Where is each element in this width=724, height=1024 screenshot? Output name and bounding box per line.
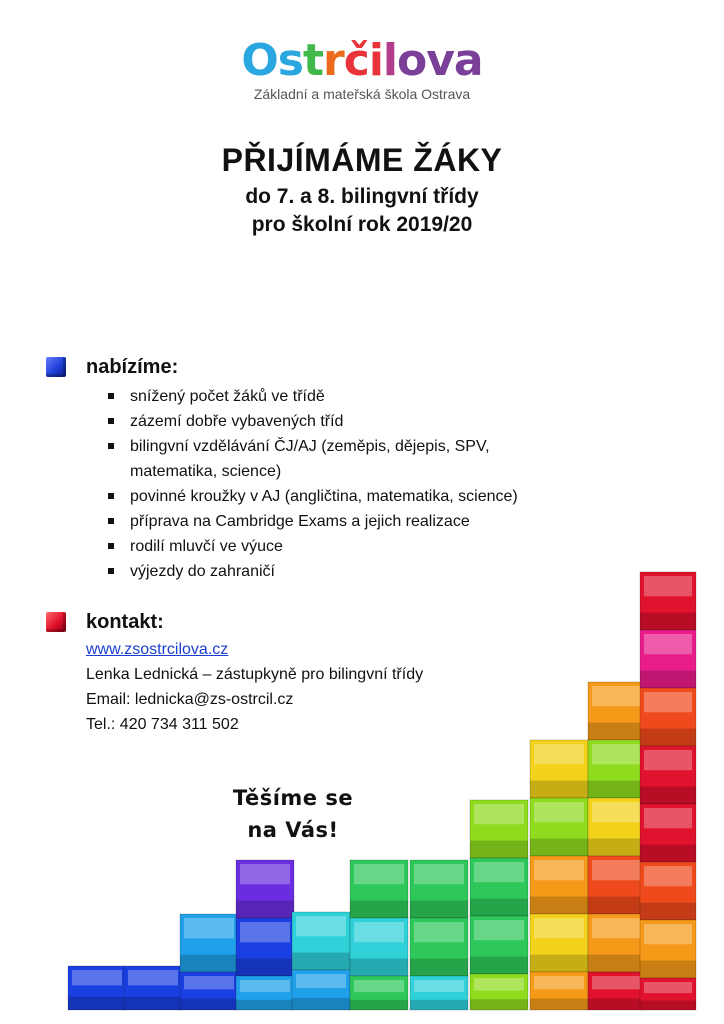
decorative-cube <box>470 800 528 858</box>
logo-letter: s <box>277 35 303 86</box>
decorative-cube <box>470 916 528 974</box>
greeting-line-2: na Vás! <box>247 818 339 842</box>
decorative-cube <box>350 860 408 918</box>
logo-letter: a <box>453 35 483 86</box>
decorative-cube <box>530 972 588 1010</box>
offer-list <box>108 384 646 584</box>
offer-title: nabízíme: <box>86 355 179 378</box>
decorative-cube <box>530 856 588 914</box>
greeting <box>200 782 386 846</box>
offer-item: zázemí dobře vybavených tříd <box>108 409 646 434</box>
decorative-cube <box>410 860 468 918</box>
decorative-cube <box>588 914 646 972</box>
decorative-cube <box>292 912 350 970</box>
logo-letter: l <box>382 35 397 86</box>
decorative-cube <box>410 976 468 1010</box>
contact-email: Email: lednicka@zs-ostrcil.cz <box>86 691 294 708</box>
decorative-cube <box>470 858 528 916</box>
contact-title: kontakt: <box>86 610 164 633</box>
website-link[interactable]: www.zsostrcilova.cz <box>86 641 229 658</box>
decorative-cube <box>640 746 696 804</box>
logo-letter: t <box>302 35 324 86</box>
decorative-cube <box>68 966 126 1010</box>
decorative-cube <box>124 966 182 1010</box>
decorative-cube <box>640 688 696 746</box>
greeting-line-1: Těšíme se <box>232 786 354 810</box>
decorative-cube <box>588 856 646 914</box>
contact-person: Lenka Lednická – zástupkyně pro bilingvní třídy <box>86 666 424 683</box>
logo-letter: č <box>343 35 369 86</box>
decorative-cube <box>470 974 528 1010</box>
heading-line-1: do 7. a 8. bilingvní třídy <box>245 185 479 208</box>
logo-letter: v <box>426 35 454 86</box>
page-title: PŘIJÍMÁME ŽÁKY <box>221 142 503 178</box>
decorative-cube <box>350 976 408 1010</box>
logo-letter: i <box>368 35 383 86</box>
decorative-cube <box>236 976 294 1010</box>
decorative-cube <box>588 972 646 1010</box>
offer-item: výjezdy do zahraničí <box>108 559 646 584</box>
contact-phone: Tel.: 420 734 311 502 <box>86 716 239 733</box>
contact-details <box>86 637 646 737</box>
decorative-cube <box>640 920 696 978</box>
decorative-cube <box>350 918 408 976</box>
contact-heading <box>46 609 646 635</box>
decorative-cube <box>236 860 294 918</box>
offer-item: bilingvní vzdělávání ČJ/AJ (zeměpis, dějepis, SPV, matematika, science) <box>108 434 570 484</box>
decorative-cube <box>530 914 588 972</box>
red-cube-icon <box>46 612 66 632</box>
offer-item: příprava na Cambridge Exams a jejich realizace <box>108 509 646 534</box>
decorative-cube <box>640 572 696 630</box>
logo-subtitle: Základní a mateřská škola Ostrava <box>253 86 471 102</box>
decorative-cube <box>180 972 238 1010</box>
decorative-cube <box>640 630 696 688</box>
decorative-cube <box>640 804 696 862</box>
offer-section <box>46 354 646 584</box>
decorative-cube <box>180 914 238 972</box>
decorative-cube <box>640 978 696 1010</box>
decorative-cube <box>588 798 646 856</box>
blue-cube-icon <box>46 357 66 377</box>
decorative-cube <box>236 918 294 976</box>
logo-letter: O <box>241 35 278 86</box>
decorative-cube <box>410 918 468 976</box>
decorative-cube <box>292 970 350 1010</box>
decorative-cube <box>640 862 696 920</box>
contact-section <box>46 609 646 737</box>
heading-line-2: pro školní rok 2019/20 <box>251 213 473 236</box>
decorative-cube <box>588 740 646 798</box>
decorative-cube <box>530 740 588 798</box>
offer-item: snížený počet žáků ve třídě <box>108 384 646 409</box>
offer-heading <box>46 354 646 380</box>
logo-letter: r <box>323 35 344 86</box>
decorative-cube <box>530 798 588 856</box>
offer-item: rodilí mluvčí ve výuce <box>108 534 646 559</box>
offer-item: povinné kroužky v AJ (angličtina, matematika, science) <box>108 484 646 509</box>
logo-letter: o <box>397 35 427 86</box>
